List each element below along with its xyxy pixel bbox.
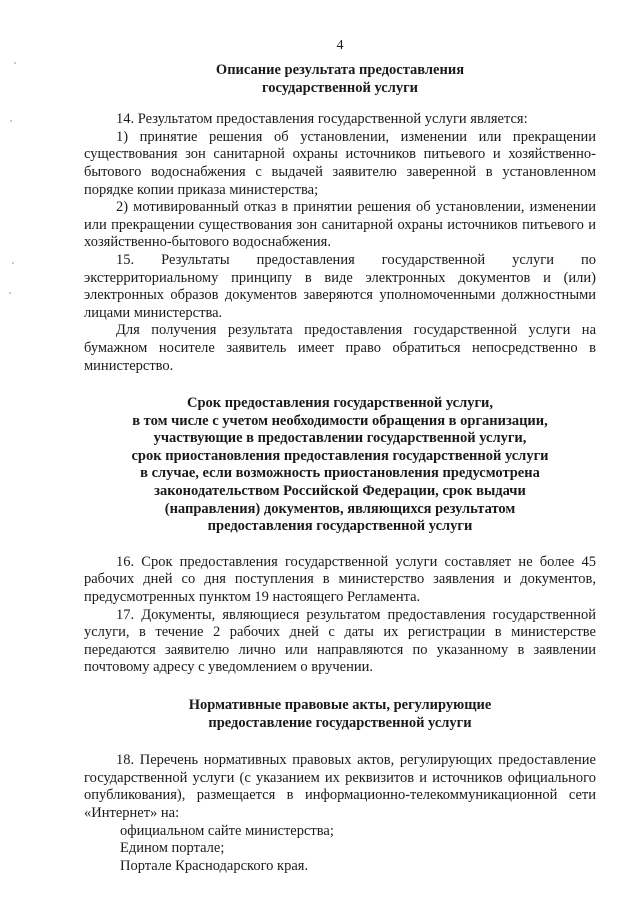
heading-line: участвующие в предоставлении государственной услуги, (153, 430, 527, 447)
heading-line: предоставление государственной услуги (208, 714, 472, 731)
heading-line: срок приостановления предоставления государственной услуги (131, 447, 549, 464)
heading-line: законодательством Российской Федерации, срок выдачи (154, 483, 526, 500)
heading-line: Нормативные правовые акты, регулирующие (188, 697, 492, 713)
list-item: Портале Краснодарского края. (120, 857, 309, 874)
heading-line: Срок предоставления государственной услуги, (186, 395, 494, 412)
section-heading-result (84, 62, 596, 97)
heading-line: государственной услуги (261, 79, 419, 96)
paragraph-16: 16. Срок предоставления государственной услуги составляет не более 45 рабочих дней со дня поступления в министерство заявления и документов, предусмотренных пунктом 19 настоящего Регламента. (84, 553, 596, 606)
paragraph-17: 17. Документы, являющиеся результатом предоставления государственной услуги, в течение 2 рабочих дней с даты их регистрации в министерстве передаются заявителю лично или направляются по указанному в заявлении почтовому адресу с уведомлением о вручении. (84, 606, 596, 676)
list-item: Едином портале; (120, 840, 225, 857)
page-number: 4 (336, 38, 344, 53)
scan-speck (9, 292, 11, 294)
scan-speck (10, 120, 12, 122)
paragraph-18: 18. Перечень нормативных правовых актов, регулирующих предоставление государственной услуги (с указанием их реквизитов и источников официального опубликования), размещается в информационно-телекоммуникационной сети «Интернет» на: (84, 752, 596, 821)
heading-line: предоставления государственной услуги (207, 518, 473, 535)
heading-line: в том числе с учетом необходимости обращения в организации, (132, 412, 548, 429)
paragraph-14-item-1: 1) принятие решения об установлении, изменении или прекращении существования зон санитарной охраны источников питьевого и хозяйственно-бытового водоснабжения с выдачей заявителю заверенной в установленном порядке копии приказа министерства; (84, 128, 596, 198)
paragraph-15: 15. Результаты предоставления государственной услуги по экстерриториальному принципу в виде электронных документов и (или) электронных образов документов заверяются уполномоченными должностными лицами министерства. (84, 251, 596, 321)
heading-line: Описание результата предоставления (215, 62, 465, 78)
scan-speck (14, 62, 16, 64)
section-heading-term (84, 395, 596, 536)
list-item: официальном сайте министерства; (120, 822, 334, 839)
heading-line: (направления) документов, являющихся результатом (164, 500, 516, 517)
section-heading-legal-acts (84, 697, 596, 732)
paragraph-14-item-2: 2) мотивированный отказ в принятии решения об установлении, изменении или прекращении существования зон санитарной охраны источников питьевого и хозяйственно-бытового водоснабжения. (84, 199, 596, 251)
paragraph-14: 14. Результатом предоставления государственной услуги является: (116, 111, 528, 128)
paragraph-15-note: Для получения результата предоставления государственной услуги на бумажном носителе заявитель имеет право обратиться непосредственно в министерство. (84, 322, 596, 374)
heading-line: в случае, если возможность приостановления предусмотрена (140, 465, 540, 482)
scan-speck (12, 262, 14, 264)
